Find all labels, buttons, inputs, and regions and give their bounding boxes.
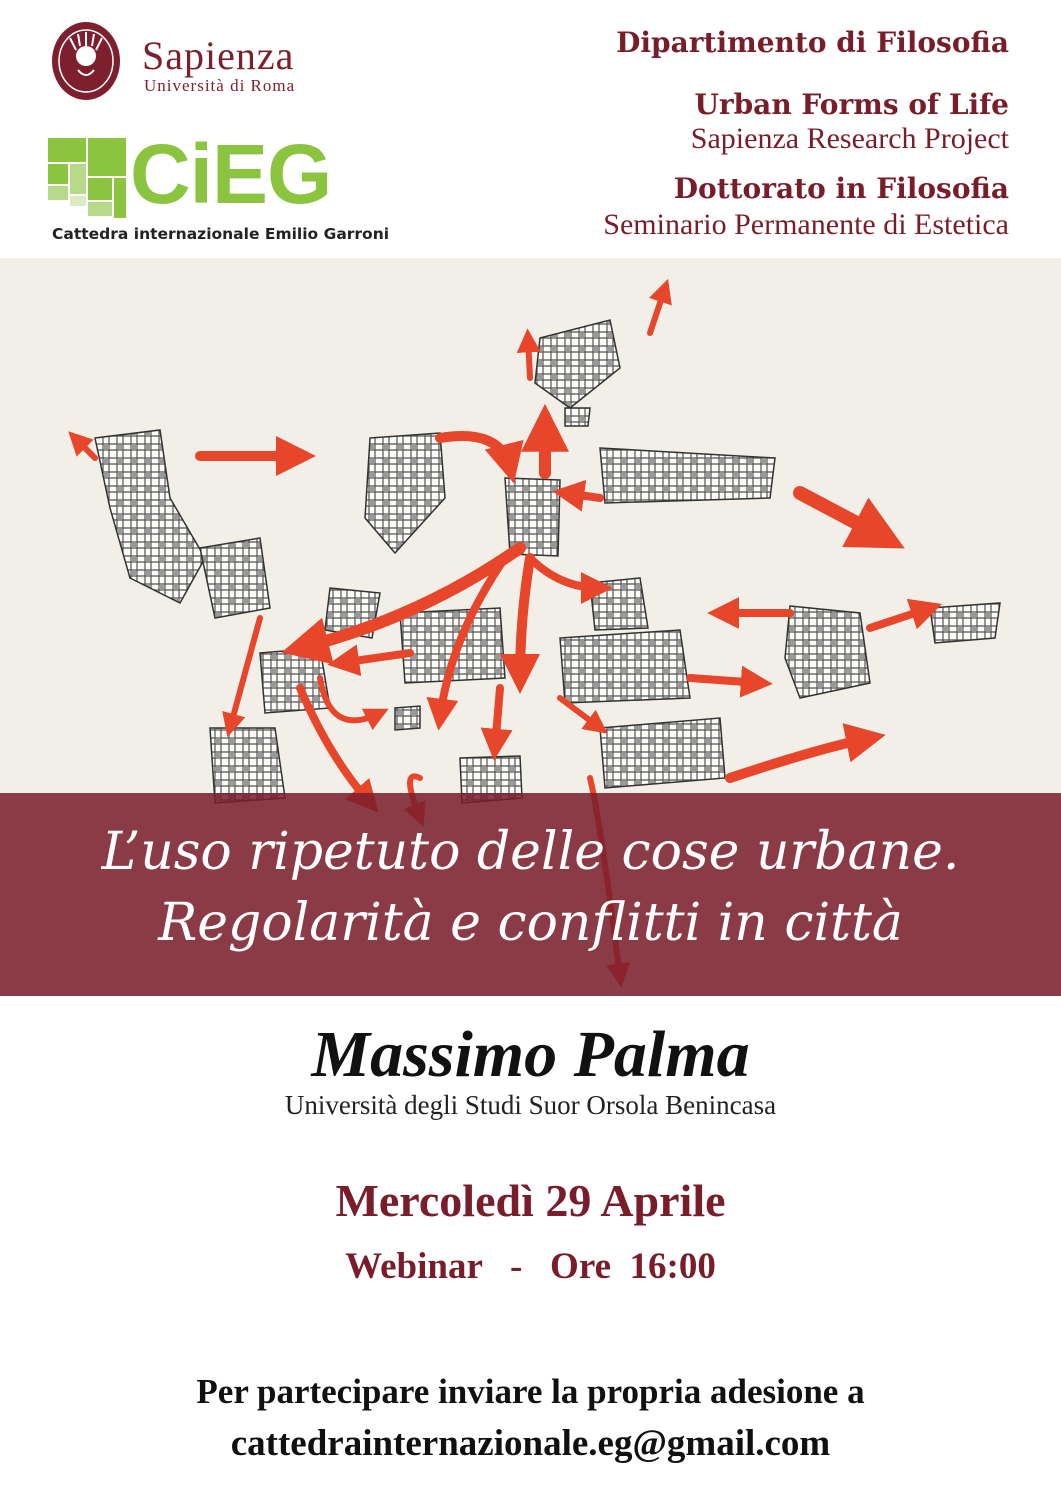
cieg-wordmark: CiEG (130, 127, 332, 221)
cieg-logo (48, 127, 390, 244)
sapienza-subtitle: Università di Roma (144, 76, 296, 95)
event-format-time: Webinar - Ore 16:00 (345, 1246, 716, 1287)
project-title: Urban Forms of Life (694, 88, 1009, 121)
cieg-mosaic-icon (48, 138, 128, 218)
cieg-subtitle: Cattedra internazionale Emilio Garroni (52, 225, 390, 243)
event-title-line-1: L’uso ripetuto delle cose urbane. (101, 822, 960, 882)
speaker-affiliation: Università degli Studi Suor Orsola Benincasa (284, 1090, 777, 1120)
phd-subtitle: Seminario Permanente di Estetica (603, 208, 1009, 241)
department-name: Dipartimento di Filosofia (616, 26, 1009, 59)
phd-title: Dottorato in Filosofia (673, 172, 1009, 205)
registration-instructions: Per partecipare inviare la propria adesione a (196, 1372, 865, 1411)
speaker-name: Massimo Palma (311, 1018, 750, 1091)
project-subtitle: Sapienza Research Project (690, 122, 1009, 155)
registration-email: cattedrainternazionale.eg@gmail.com (230, 1423, 831, 1464)
event-title-line-2: Regolarità e conflitti in città (158, 893, 903, 953)
sapienza-name: Sapienza (142, 33, 295, 78)
sapienza-seal-icon (50, 20, 122, 102)
sapienza-logo (50, 20, 350, 106)
event-date: Mercoledì 29 Aprile (335, 1175, 726, 1226)
